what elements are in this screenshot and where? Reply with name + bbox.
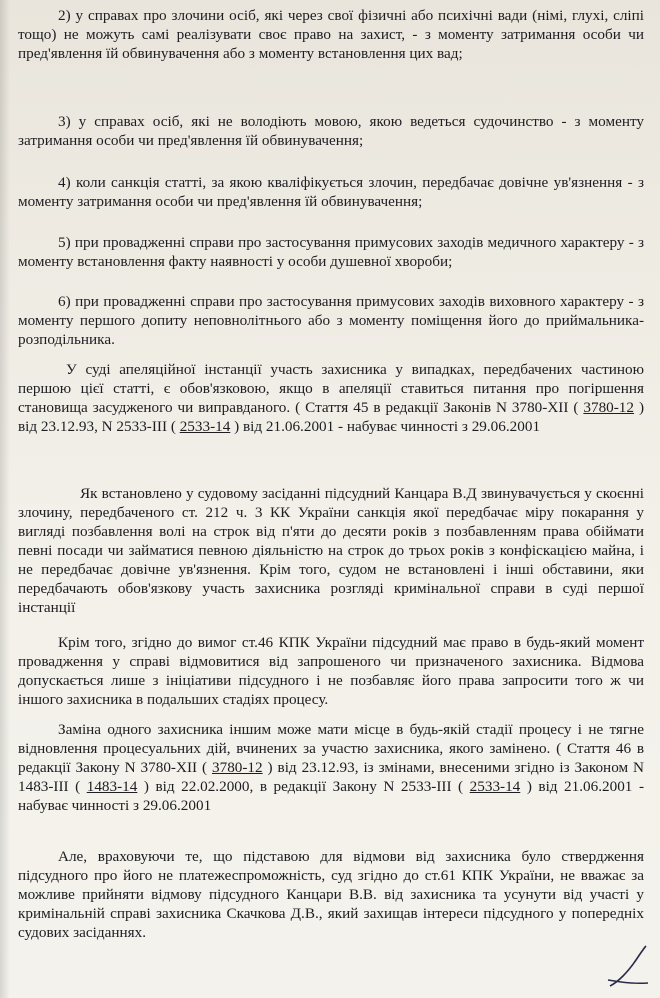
paragraph-item-2: 2) у справах про злочини осіб, які через свої фізичні або психічні вади (німі, глухі, сліпі тощо) не можуть самі реалізувати своє право на захист, - з моменту затримання особи чи пред'явлення їй обвинувачення або з моменту встановлення цих вад; <box>18 7 644 62</box>
paragraph-item-5: 5) при провадженні справи про застосування примусових заходів медичного характеру - з моменту встановлення факту наявності у особи душевної хвороби; <box>18 234 644 270</box>
paragraph-replacement: Заміна одного захисника іншим може мати місце в будь-якій стадії процесу і не тягне відновлення процесуальних дій, вчинених за участю захисника, якого замінено. ( Стаття 46 в редакції Закону N 3780-XII ( 3780-12 ) від 23.12.93, із змінами, внесеними згідно із Законом N 1483-III ( 1483-14 ) від 22.02.2000, в редакції Закону N 2533-III ( 2533-14 ) від 21.06.2001 - набуває чинності з 29.06.2001 <box>18 721 644 814</box>
law-link-1483-14[interactable]: 1483-14 <box>86 778 138 795</box>
paragraph-item-6: 6) при провадженні справи про застосування примусових заходів виховного характеру - з моменту першого допиту неповнолітнього або з моменту поміщення його до приймальника-розподільника. <box>18 293 644 348</box>
paragraph-decision: Але, враховуючи те, що підставою для відмови від захисника було ствердження підсудного про його не платежеспроможність, суд згідно до ст.61 КПК України, не вважає за можливе прийняти відмову підсудного Канцари В.В. від захисника та усунути від участі у кримінальній справі захисника Скачкова Д.В., який захищав інтереси підсудного у попередніх судових засіданнях. <box>18 848 644 941</box>
page-edge-shadow <box>0 0 10 998</box>
paragraph-item-3: 3) у справах осіб, які не володіють мовою, якою ведеться судочинство - з моменту затримання особи чи пред'явлення їй обвинувачення; <box>18 113 644 149</box>
law-link-3780-12-b[interactable]: 3780-12 <box>212 759 263 776</box>
paragraph-right-to-refuse: Крім того, згідно до вимог ст.46 КПК України підсудний має право в будь-який момент провадження у справі відмовитися від запрошеного чи призначеного захисника. Відмова допускається лише з ініціативи підсудного і не позбавляє його права запросити того ж чи іншого захисника в подальших стадіях процесу. <box>18 634 644 708</box>
paragraph-item-4: 4) коли санкція статті, за якою кваліфікується злочин, передбачає довічне ув'язнення - з моменту затримання особи чи пред'явлення їй обвинувачення; <box>18 174 644 210</box>
paragraph-court-findings: Як встановлено у судовому засіданні підсудний Канцара В.Д звинувачується у скоєнні злочину, передбаченого ст. 212 ч. 3 КК України санкція якої передбачає міру покарання у вигляді позбавлення волі на строк від п'яти до десяти років з позбавленням права обіймати певні посади чи займатися певною діяльністю на строк до трьох років з конфіскацією майна, і не передбачає довічне ув'язнення. Крім того, судом не встановлені і інші обставини, яки передбачають обов'язкову участь захисника розгляді кримінальної справи в суді першої інстанції <box>18 485 644 616</box>
law-link-2533-14[interactable]: 2533-14 <box>179 418 231 435</box>
signature-mark <box>606 942 650 992</box>
law-link-2533-14-b[interactable]: 2533-14 <box>469 778 521 795</box>
law-link-3780-12[interactable]: 3780-12 <box>583 399 634 416</box>
paragraph-appeal-court: У суді апеляційної інстанції участь захисника у випадках, передбачених частиною першою цієї статті, є обов'язковою, якщо в апеляції ставиться питання про погіршення становища засудженого чи виправданого. ( Стаття 45 в редакції Законів N 3780-XII ( 3780-12 ) від 23.12.93, N 2533-III ( 2533-14 ) від 21.06.2001 - набуває чинності з 29.06.2001 <box>18 361 645 435</box>
